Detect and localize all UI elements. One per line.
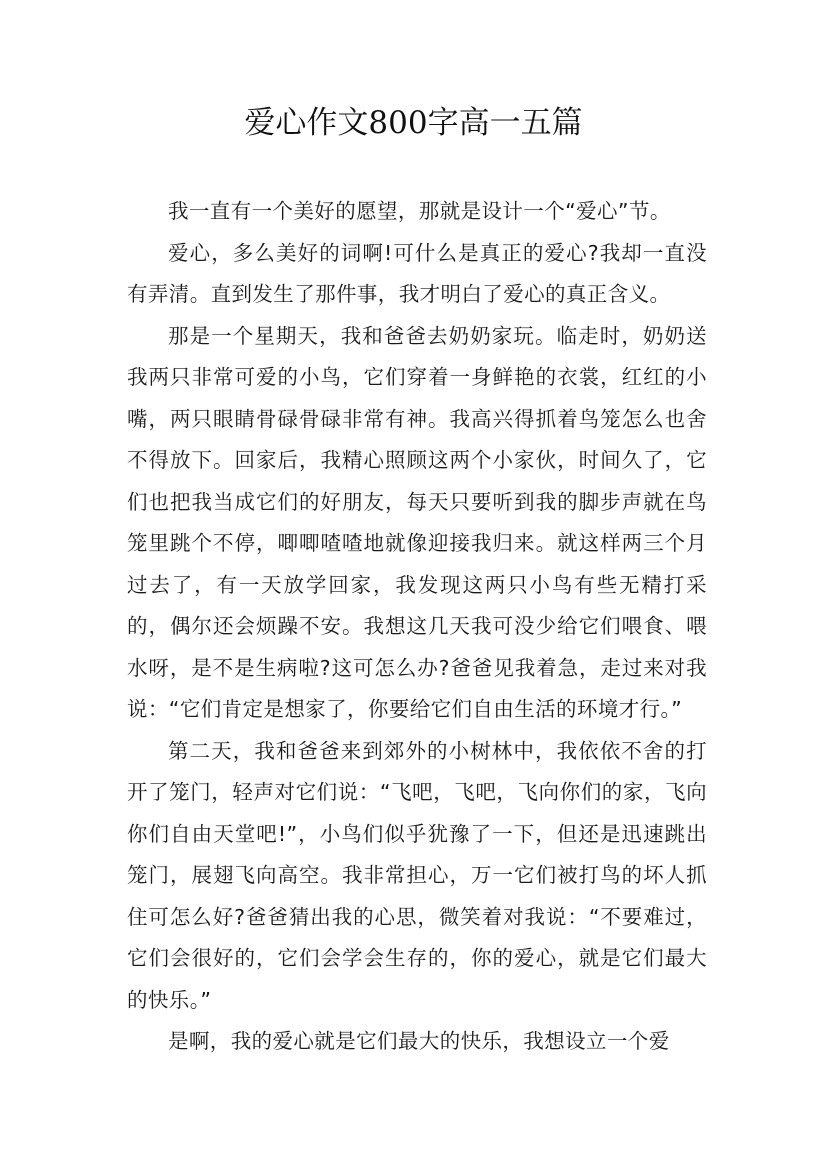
paragraph: 第二天，我和爸爸来到郊外的小树林中，我依依不舍的打开了笼门，轻声对它们说：“飞吧，飞吧，飞向你们的家，飞向你们自由天堂吧!”，小鸟们似乎犹豫了一下，但还是迅速跳出笼门，展翅飞向高空。我非常担心，万一它们被打鸟的坏人抓住可怎么好?爸爸猜出我的心思，微笑着对我说：“不要难过，它们会很好的，它们会学会生存的，你的爱心，就是它们最大的快乐。”: [127, 738, 707, 1012]
document-body: [127, 191, 707, 1063]
paragraph: 是啊，我的爱心就是它们最大的快乐，我想设立一个爱: [168, 1029, 670, 1053]
document-title: 爱心作文800字高一五篇: [244, 105, 583, 141]
paragraph: 那是一个星期天，我和爸爸去奶奶家玩。临走时，奶奶送我两只非常可爱的小鸟，它们穿着一身鲜艳的衣裳，红红的小嘴，两只眼睛骨碌骨碌非常有神。我高兴得抓着鸟笼怎么也舍不得放下。回家后，我精心照顾这两个小家伙，时间久了，它们也把我当成它们的好朋友，每天只要听到我的脚步声就在鸟笼里跳个不停，唧唧喳喳地就像迎接我归来。就这样两三个月过去了，有一天放学回家，我发现这两只小鸟有些无精打采的，偶尔还会烦躁不安。我想这几天我可没少给它们喂食、喂水呀，是不是生病啦?这可怎么办?爸爸见我着急，走过来对我说：“它们肯定是想家了，你要给它们自由生活的环境才行。”: [127, 323, 707, 721]
paragraph: 我一直有一个美好的愿望，那就是设计一个“爱心”节。: [168, 199, 671, 223]
paragraph: 爱心，多么美好的词啊!可什么是真正的爱心?我却一直没有弄清。直到发生了那件事，我才明白了爱心的真正含义。: [127, 240, 707, 306]
